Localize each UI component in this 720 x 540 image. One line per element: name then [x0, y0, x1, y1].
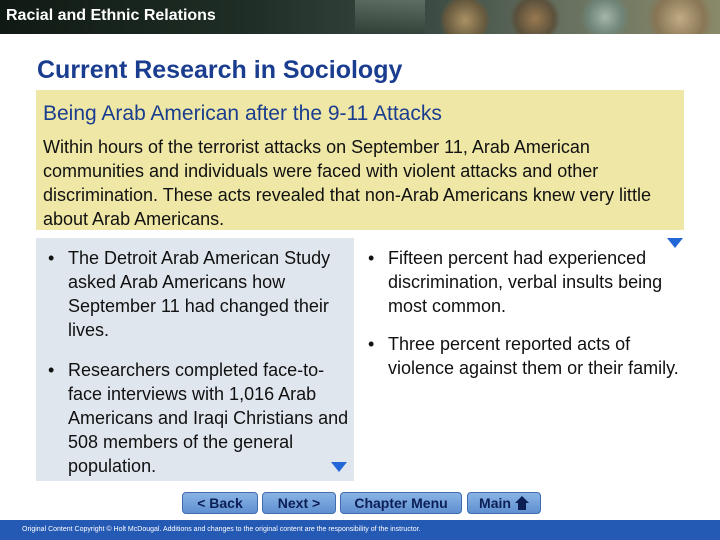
- next-button[interactable]: Next >: [262, 492, 336, 514]
- header-title: Racial and Ethnic Relations: [6, 7, 216, 24]
- bullet-text: The Detroit Arab American Study asked Arab Americans how September 11 had changed their lives.: [68, 248, 331, 340]
- back-button[interactable]: < Back: [182, 492, 258, 514]
- bullet-item: [44, 358, 349, 478]
- triangle-down-icon: [667, 238, 683, 248]
- triangle-down-icon: [331, 462, 347, 472]
- banner-decoration: [505, 0, 565, 34]
- copyright-notice: Original Content Copyright © Holt McDougal. Additions and changes to the original content are the responsibility of the instructor.: [22, 526, 421, 533]
- header-banner: [0, 0, 720, 34]
- left-bullet-box: [36, 238, 354, 481]
- bullet-glyph: •: [48, 248, 55, 268]
- chapter-menu-button[interactable]: Chapter Menu: [340, 492, 462, 514]
- bullet-item: [364, 246, 694, 318]
- banner-decoration: [640, 0, 720, 34]
- banner-decoration: [435, 0, 495, 34]
- bullet-text: Three percent reported acts of violence against them or their family.: [388, 334, 679, 378]
- right-bullet-list: [364, 246, 694, 380]
- bullet-glyph: •: [48, 360, 55, 380]
- bullet-item: [44, 246, 349, 342]
- main-button-label: Main: [479, 495, 511, 511]
- home-icon: [515, 496, 529, 510]
- intro-heading: Being Arab American after the 9-11 Attacks: [43, 102, 442, 125]
- intro-text: Within hours of the terrorist attacks on September 11, Arab American communities and individuals were faced with violent attacks and other discrimination. These acts revealed that non-Arab Americans knew very little about Arab Americans.: [43, 137, 651, 229]
- bullet-glyph: •: [368, 334, 375, 354]
- intro-box: [36, 90, 684, 230]
- banner-decoration: [575, 0, 635, 34]
- main-button[interactable]: [467, 492, 541, 514]
- bullet-glyph: •: [368, 248, 375, 268]
- banner-decoration: [355, 0, 425, 34]
- footer-bar: [0, 520, 720, 540]
- slide-title: Current Research in Sociology: [37, 56, 403, 84]
- bullet-text: Researchers completed face-to-face interviews with 1,016 Arab Americans and Iraqi Christians and 508 members of the general population.: [68, 360, 349, 476]
- left-bullet-list: [44, 246, 349, 494]
- bullet-item: [364, 332, 694, 380]
- bullet-text: Fifteen percent had experienced discrimination, verbal insults being most common.: [388, 248, 663, 316]
- right-bullet-column: [364, 246, 694, 394]
